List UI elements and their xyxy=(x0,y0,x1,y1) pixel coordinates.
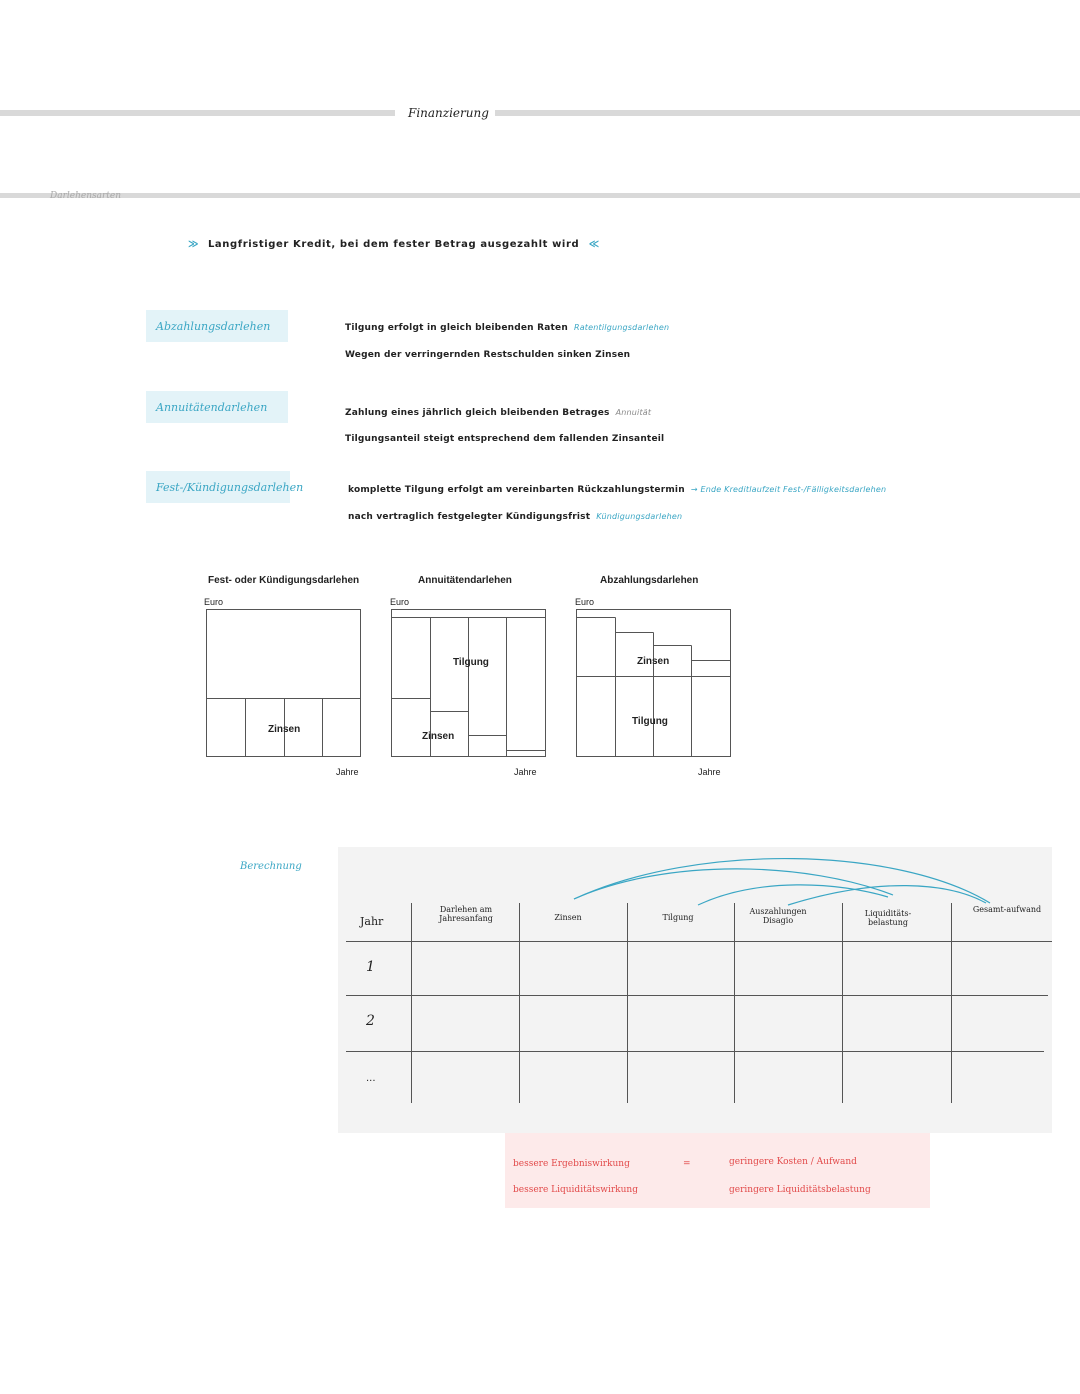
chart-fest-title: Fest- oder Kündigungsdarlehen xyxy=(208,575,360,586)
arrow-auszahlung-gesamt xyxy=(788,886,986,905)
header-auszahlungen: Auszahlungen Disagio xyxy=(749,907,807,925)
chart-annuitaet-zinsen-label: Zinsen xyxy=(422,731,455,742)
chart-fest-diagram xyxy=(200,604,370,764)
chart-fest-zinsen-label: Zinsen xyxy=(268,724,301,735)
type-label-fest: Fest-/Kündigungsdarlehen xyxy=(146,471,290,503)
chart-abzahlung-zinsen-label: Zinsen xyxy=(637,656,670,667)
arrow-tilgung-liquiditaet xyxy=(698,885,888,905)
comparison-left-1: bessere Ergebniswirkung xyxy=(513,1159,630,1169)
chart-annuitaet-ylabel: Euro xyxy=(390,597,410,607)
type-abzahlung-line1: Tilgung erfolgt in gleich bleibenden Raten Ratentilgungsdarlehen xyxy=(345,323,670,333)
calculation-grid xyxy=(338,847,1052,1133)
chart-annuitaet-xlabel: Jahre xyxy=(514,767,537,777)
calculation-table xyxy=(338,847,1052,1133)
header-rule-left xyxy=(0,110,395,116)
header-tilgung: Tilgung xyxy=(662,913,694,922)
header-gesamt: Gesamt-aufwand xyxy=(972,905,1042,914)
header-rule-right xyxy=(495,110,1080,116)
comparison-right-1: geringere Kosten / Aufwand xyxy=(729,1157,857,1167)
row-year-more: ... xyxy=(366,1073,376,1084)
arrow-zinsen-liquiditaet xyxy=(574,869,893,899)
header-darlehen: Darlehen am Jahresanfang xyxy=(439,905,493,923)
type-label-abzahlung: Abzahlungsdarlehen xyxy=(146,310,288,342)
comparison-equals: = xyxy=(683,1159,691,1169)
header-zinsen: Zinsen xyxy=(554,913,582,922)
type-fest-line1: komplette Tilgung erfolgt am vereinbarten Rückzahlungstermin → Ende Kreditlaufzeit Fest-/Fälligkeitsdarlehen xyxy=(348,485,887,495)
comparison-left-2: bessere Liquiditätswirkung xyxy=(513,1185,638,1195)
chart-abzahlung-tilgung-label: Tilgung xyxy=(632,716,668,727)
chart-annuitaet-title: Annuitätendarlehen xyxy=(418,575,512,586)
definition-text: Langfristiger Kredit, bei dem fester Betrag ausgezahlt wird xyxy=(207,239,580,250)
chart-abzahlung-title: Abzahlungsdarlehen xyxy=(600,575,699,586)
chart-annuitaet-diagram xyxy=(385,604,555,764)
header-liquiditaet: Liquiditäts-belastung xyxy=(864,909,912,927)
chart-abzahlung-xlabel: Jahre xyxy=(698,767,721,777)
row-year-2: 2 xyxy=(366,1013,375,1029)
page-title: Finanzierung xyxy=(408,106,489,120)
header-jahr: Jahr xyxy=(360,915,384,928)
chart-annuitaet-tilgung-label: Tilgung xyxy=(453,657,489,668)
row-year-1: 1 xyxy=(366,959,375,975)
arrow-zinsen-gesamt xyxy=(574,859,990,903)
section-rule xyxy=(0,193,1080,198)
chart-fest-ylabel: Euro xyxy=(204,597,224,607)
comparison-right-2: geringere Liquiditätsbelastung xyxy=(729,1185,871,1195)
chart-fest-xlabel: Jahre xyxy=(336,767,359,777)
definition xyxy=(188,239,599,250)
arrow-right-icon: ≪ xyxy=(588,239,600,250)
type-label-annuitaet: Annuitätendarlehen xyxy=(146,391,288,423)
type-fest-line2: nach vertraglich festgelegter Kündigungsfrist Kündigungsdarlehen xyxy=(348,512,683,522)
chart-abzahlung-ylabel: Euro xyxy=(575,597,595,607)
type-annuitaet-line2: Tilgungsanteil steigt entsprechend dem fallenden Zinsanteil xyxy=(345,434,665,444)
comparison-box xyxy=(505,1133,930,1208)
type-abzahlung-line2: Wegen der verringernden Restschulden sinken Zinsen xyxy=(345,350,631,360)
chart-abzahlung-diagram xyxy=(570,604,740,764)
calculation-label: Berechnung xyxy=(240,861,302,872)
type-annuitaet-line1: Zahlung eines jährlich gleich bleibenden Betrages Annuität xyxy=(345,408,652,418)
arrow-left-icon: ≫ xyxy=(188,239,199,250)
section-label: Darlehensarten xyxy=(50,191,122,201)
